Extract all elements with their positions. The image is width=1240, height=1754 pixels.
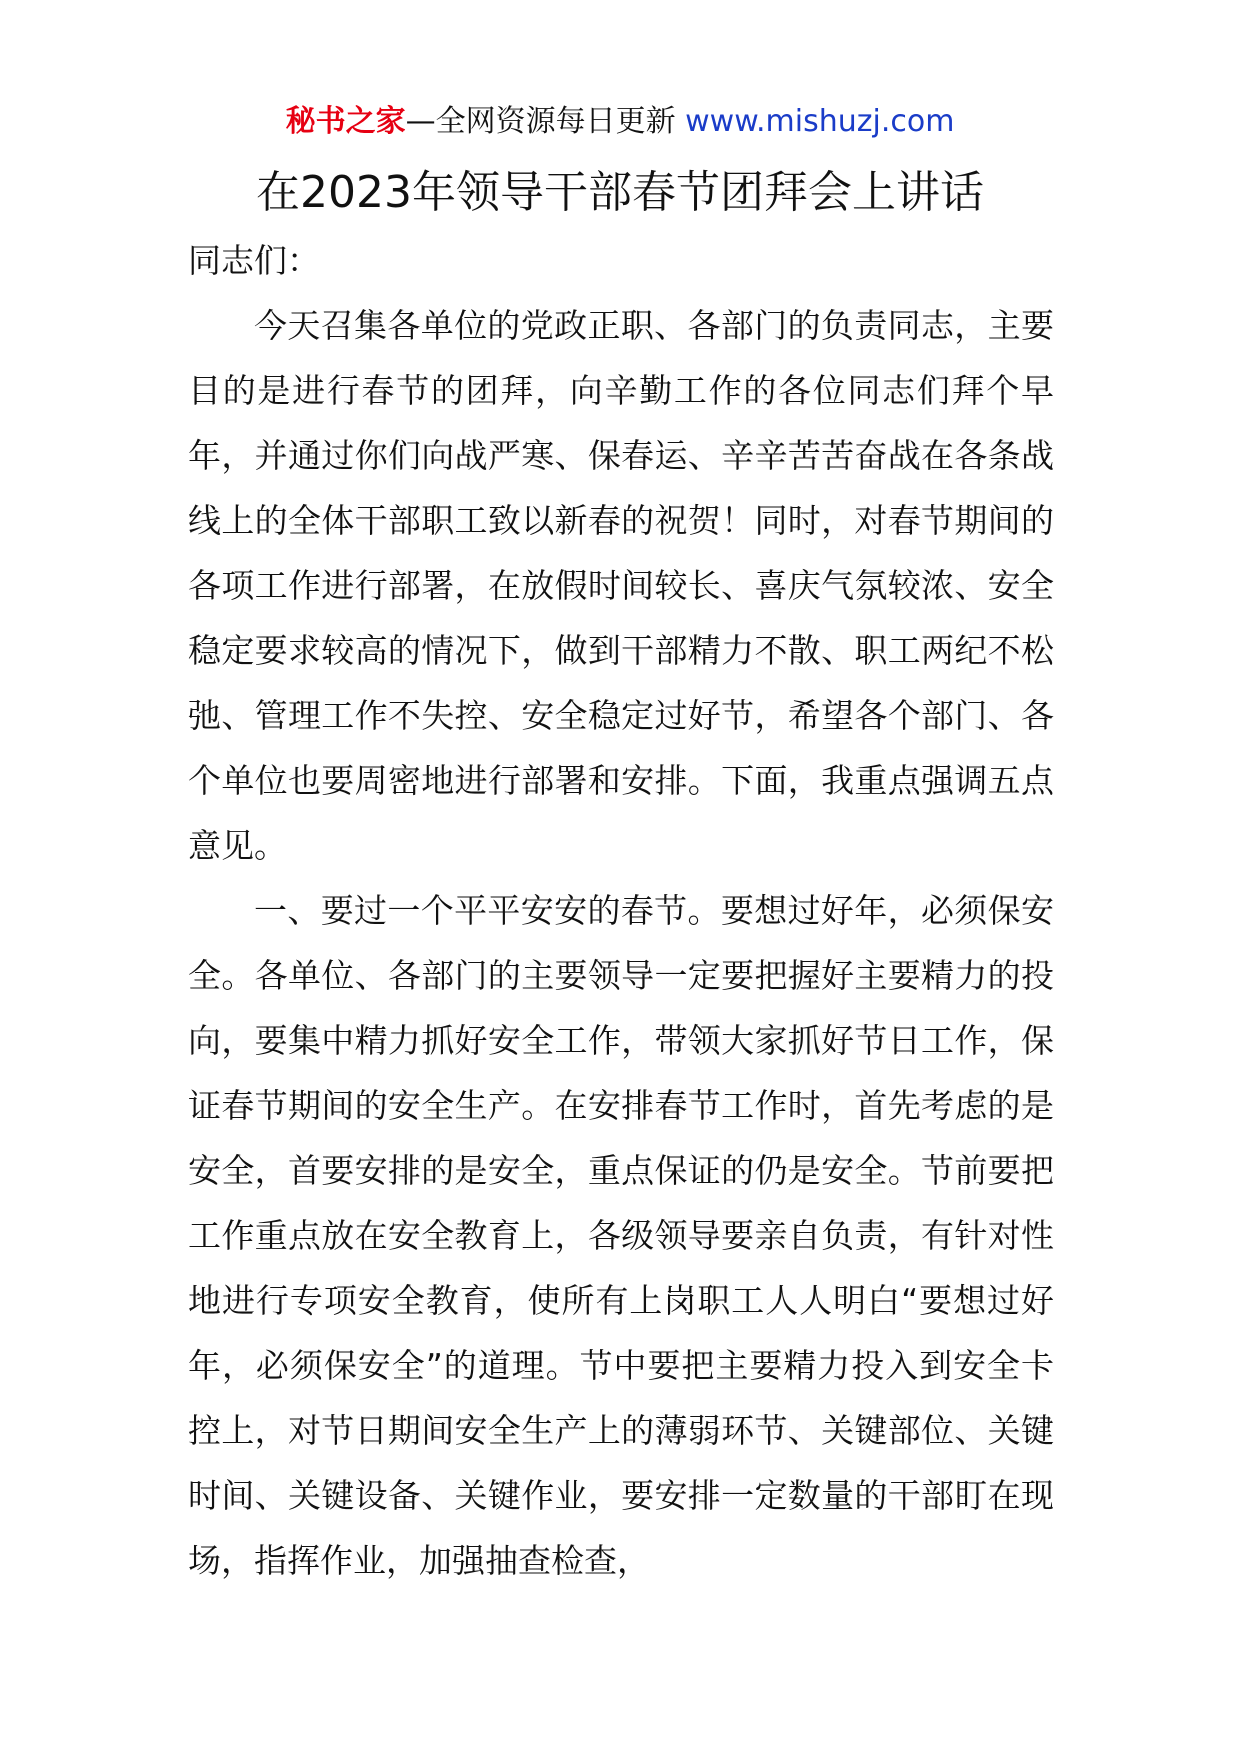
document-title: 在2023年领导干部春节团拜会上讲话 bbox=[256, 167, 984, 218]
salutation: 同志们： bbox=[188, 241, 320, 280]
header-slogan: —全网资源每日更新 bbox=[405, 104, 676, 139]
site-url-link[interactable]: www.mishuzj.com bbox=[685, 104, 955, 139]
site-header bbox=[0, 100, 1240, 144]
brand-name: 秘书之家 bbox=[285, 104, 406, 139]
document-body bbox=[188, 228, 1054, 1593]
paragraph-intro: 今天召集各单位的党政正职、各部门的负责同志，主要目的是进行春节的团拜，向辛勤工作的各位同志们拜个早年，并通过你们向战严寒、保春运、辛辛苦苦奋战在各条战线上的全体干部职工致以新春的祝贺！同时，对春节期间的各项工作进行部署，在放假时间较长、喜庆气氛较浓、安全稳定要求较高的情况下，做到干部精力不散、职工两纪不松弛、管理工作不失控、安全稳定过好节，希望各个部门、各个单位也要周密地进行部署和安排。下面，我重点强调五点意见。 bbox=[188, 306, 1054, 865]
paragraph-section-one: 一、要过一个平平安安的春节。要想过好年，必须保安全。各单位、各部门的主要领导一定要把握好主要精力的投向，要集中精力抓好安全工作，带领大家抓好节日工作，保证春节期间的安全生产。在安排春节工作时，首先考虑的是安全，首要安排的是安全，重点保证的仍是安全。节前要把工作重点放在安全教育上，各级领导要亲自负责，有针对性地进行专项安全教育，使所有上岗职工人人明白“要想过好年，必须保安全”的道理。节中要把主要精力投入到安全卡控上，对节日期间安全生产上的薄弱环节、关键部位、关键时间、关键设备、关键作业，要安排一定数量的干部盯在现场，指挥作业，加强抽查检查， bbox=[188, 891, 1054, 1580]
